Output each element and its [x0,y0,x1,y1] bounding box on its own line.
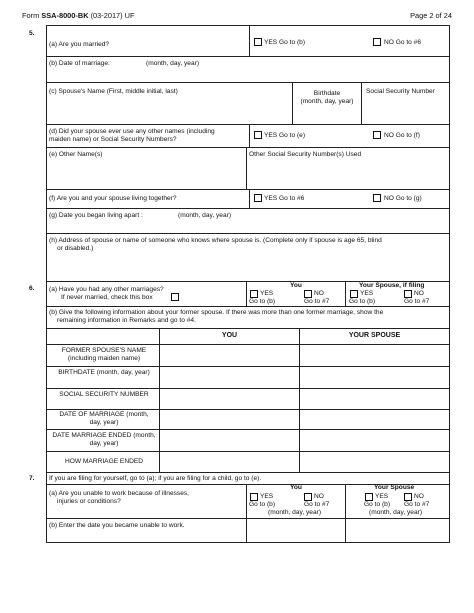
date-of-marriage-label: (b) Date of marriage: [49,60,110,67]
q6-you-header: You [290,282,302,289]
row-date-marriage-ended: DATE MARRIAGE ENDED (month, day, year) [52,432,156,447]
spouse-address-field[interactable] [46,254,450,281]
you-birthdate-field[interactable] [160,367,299,388]
unable-to-work-question-1: (a) Are you unable to work because of illnesses, [49,490,190,497]
col-rule [249,124,250,147]
you-marriages-no-label: NO [314,290,324,297]
q7-intro: If you are filing for yourself, go to (a); if you are filing for a child, go to (e). [49,475,262,482]
you-date-of-marriage-field[interactable] [160,410,299,429]
spouse-ssn-field[interactable] [300,389,449,409]
question-7-number: 7. [29,475,35,482]
question-6-number: 6. [29,285,35,292]
spouse-date-of-marriage-field[interactable] [300,410,449,429]
other-names-no-checkbox[interactable] [373,131,381,139]
other-names-yes-checkbox[interactable] [254,131,262,139]
section-6-left-rule [46,281,47,472]
spouse-marriages-yes-label: YES [360,290,374,297]
row-rule [46,542,450,543]
row-rule [46,147,450,148]
other-names-question-2: maiden name) or Social Security Numbers? [49,136,177,143]
you-ssn-field[interactable] [160,389,299,409]
other-marriages-question: (a) Have you had any other marriages? [49,286,164,293]
you-unable-no-checkbox[interactable] [304,493,312,501]
form-suffix: (03-2017) UF [88,11,135,20]
married-yes-checkbox[interactable] [254,38,262,46]
married-no-label: NO Go to #6 [384,39,422,46]
row-how-marriage-ended: HOW MARRIAGE ENDED [64,458,144,465]
date-of-marriage-hint: (month, day, year) [146,60,200,67]
spouse-birthdate-field[interactable] [300,367,449,388]
table-col-you: YOU [221,332,238,339]
row-former-spouse-name: FORMER SPOUSE'S NAME (including maiden name) [61,347,147,362]
you-marriages-no-go: Go to #7 [304,298,330,305]
row-rule [46,56,450,57]
row-date-of-marriage: DATE OF MARRIAGE (month, day, year) [59,411,149,426]
spouse-address-label-1: (h) Address of spouse or name of someone who knows where spouse is. (Complete only if spouse is age 65, blind [49,237,382,244]
spouse-former-spouse-name-field[interactable] [300,345,449,366]
page-number: Page 2 of 24 [410,11,452,20]
col-rule [345,281,346,306]
spouse-marriages-yes-checkbox[interactable] [350,290,358,298]
living-no-label: NO Go to (g) [384,195,422,202]
q6-spouse-header: Your Spouse, if filing [359,282,425,289]
married-yes-label: YES Go to (b) [264,39,306,46]
spouse-unable-yes-label: YES [375,493,389,500]
section-7-left-rule [46,472,47,542]
living-apart-hint: (month, day, year) [178,212,232,219]
unable-date-label: (b) Enter the date you became unable to work. [49,522,185,529]
living-yes-checkbox[interactable] [254,194,262,202]
row-rule [46,233,450,234]
date-of-marriage-field[interactable] [46,69,450,82]
you-unable-yes-checkbox[interactable] [250,493,258,501]
spouse-name-label: (c) Spouse's Name (First, middle initial, last) [49,88,178,95]
spouse-date-marriage-ended-field[interactable] [300,430,449,451]
spouse-marriages-no-label: NO [414,290,424,297]
other-ssn-label: Other Social Security Number(s) Used [249,151,362,158]
spouse-marriages-yes-go: Go to (b) [349,298,376,305]
other-names-field[interactable] [46,160,246,189]
other-ssn-field[interactable] [247,160,449,189]
spouse-marriages-no-checkbox[interactable] [404,290,412,298]
section-7-right-rule [449,472,450,542]
row-rule [46,124,450,125]
you-marriages-yes-label: YES [260,290,274,297]
spouse-unable-no-go: Go to #7 [404,501,430,508]
you-date-marriage-ended-field[interactable] [160,430,299,451]
form-id: SSA-8000-BK [41,11,89,20]
spouse-unable-no-checkbox[interactable] [404,493,412,501]
spouse-how-marriage-ended-field[interactable] [300,452,449,472]
you-unable-no-go: Go to #7 [304,501,330,508]
q7-spouse-header: Your Spouse [374,484,415,491]
never-married-checkbox[interactable] [171,293,179,301]
married-divider [249,25,250,56]
unable-to-work-question-2: injuries or conditions? [57,498,121,505]
spouse-unable-date-field[interactable] [346,519,449,542]
spouse-marriages-no-go: Go to #7 [404,298,430,305]
section-6-right-rule [449,281,450,472]
former-spouse-instructions-2: remaining information in Remarks and go to #4. [57,317,196,324]
col-rule [361,82,362,124]
spouse-unable-yes-go: Go to (b) [364,501,391,508]
row-rule [46,189,450,190]
section-5-right-rule [449,25,450,281]
birthdate-text: Birthdate [313,90,341,97]
spouse-name-field[interactable] [46,100,292,124]
row-rule [46,208,450,209]
living-yes-label: YES Go to #6 [264,195,305,202]
living-no-checkbox[interactable] [373,194,381,202]
row-rule [46,82,450,83]
q7-you-header: You [290,484,302,491]
you-marriages-yes-checkbox[interactable] [250,290,258,298]
other-names-question-1: (d) Did your spouse ever use any other names (including [49,128,215,135]
spouse-address-label-2: or disabled.) [57,245,94,252]
you-unable-yes-go: Go to (b) [249,501,276,508]
row-rule [46,328,450,329]
living-together-question: (f) Are you and your spouse living together? [49,195,177,202]
spouse-unable-date-hint: (month, day, year) [369,509,423,516]
form-number [22,12,135,20]
living-apart-label: (g) Date you began living apart : [49,212,143,219]
living-apart-field[interactable] [46,221,450,233]
married-no-checkbox[interactable] [373,38,381,46]
section-5-top-rule [46,25,450,26]
row-rule [46,472,450,473]
row-ssn: SOCIAL SECURITY NUMBER [59,391,149,398]
you-unable-date-field[interactable] [247,519,345,542]
you-how-marriage-ended-field[interactable] [160,452,299,472]
birthdate-hint: (month, day, year) [300,97,354,105]
question-5-number: 5. [29,30,35,37]
you-former-spouse-name-field[interactable] [160,345,299,366]
other-names-yes-label: YES Go to (e) [264,132,306,139]
col-rule [246,281,247,306]
row-rule [46,306,450,307]
married-question: (a) Are you married? [49,41,110,48]
you-marriages-yes-go: Go to (b) [249,298,276,305]
you-unable-date-hint: (month, day, year) [268,509,322,516]
never-married-label: If never married, check this box [61,294,153,301]
row-birthdate: BIRTHDATE (month, day, year) [58,369,150,376]
you-marriages-no-checkbox[interactable] [304,290,312,298]
you-unable-yes-label: YES [260,493,274,500]
spouse-unable-no-label: NO [414,493,424,500]
col-rule [249,189,250,208]
birthdate-label [293,90,361,105]
table-col-spouse: YOUR SPOUSE [348,332,401,339]
former-spouse-instructions-1: (b) Give the following information about your former spouse. If there was more than one former marriage, show the [49,309,384,316]
form-prefix: Form [22,11,42,20]
you-unable-no-label: NO [314,493,324,500]
ssn-label: Social Security Number [366,88,435,95]
other-names-label: (e) Other Name(s) [49,151,103,158]
spouse-unable-yes-checkbox[interactable] [365,493,373,501]
other-names-no-label: NO Go to (f) [384,132,420,139]
section-5-left-rule [46,25,47,281]
